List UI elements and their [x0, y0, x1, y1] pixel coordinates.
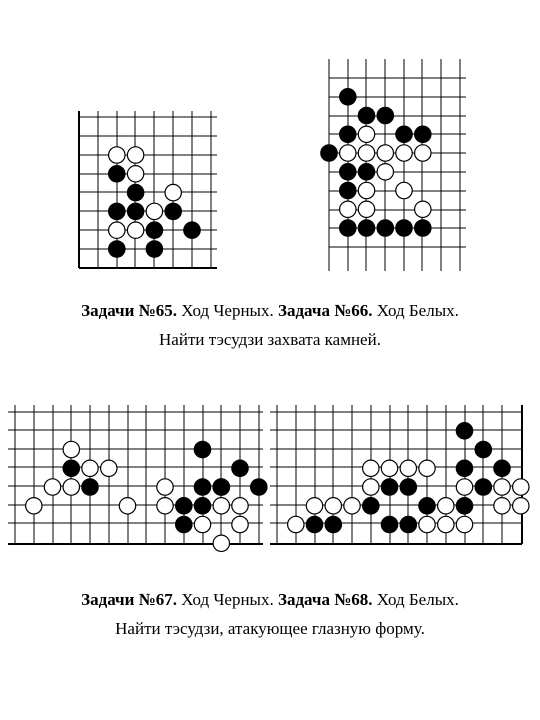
white-stone — [363, 479, 379, 495]
white-stone — [494, 479, 510, 495]
white-stone — [377, 145, 393, 161]
white-stone — [232, 498, 248, 514]
black-stone — [82, 479, 98, 495]
black-stone — [400, 479, 416, 495]
white-stone — [127, 166, 143, 182]
black-stone — [381, 479, 397, 495]
black-stone — [475, 441, 491, 457]
caption-problems-67-68 — [0, 585, 540, 643]
problem-67-label: Задачи №67. — [81, 590, 177, 609]
white-stone — [419, 460, 435, 476]
black-stone — [109, 203, 125, 219]
white-stone — [513, 498, 529, 514]
problem-65-task: Ход Черных. — [176, 301, 278, 320]
white-stone — [456, 516, 472, 532]
white-stone — [358, 126, 374, 142]
white-stone — [396, 145, 412, 161]
white-stone — [157, 479, 173, 495]
black-stone — [419, 498, 435, 514]
black-stone — [146, 222, 162, 238]
black-stone — [381, 516, 397, 532]
white-stone — [415, 201, 431, 217]
black-stone — [358, 164, 374, 180]
caption-problems-65-66 — [0, 296, 540, 354]
white-stone — [363, 460, 379, 476]
white-stone — [288, 516, 304, 532]
white-stone — [456, 479, 472, 495]
black-stone — [63, 460, 79, 476]
black-stone — [325, 516, 341, 532]
black-stone — [340, 220, 356, 236]
black-stone — [494, 460, 510, 476]
problem-68-task: Ход Белых. — [372, 590, 459, 609]
black-stone — [194, 479, 210, 495]
white-stone — [63, 479, 79, 495]
white-stone — [82, 460, 98, 476]
black-stone — [176, 516, 192, 532]
white-stone — [438, 498, 454, 514]
caption-line-2: Найти тэсудзи захвата камней. — [159, 330, 381, 349]
problem-65-label: Задачи №65. — [81, 301, 177, 320]
problem-66-label: Задача №66. — [277, 301, 373, 320]
white-stone — [213, 535, 229, 551]
white-stone — [127, 222, 143, 238]
white-stone — [340, 145, 356, 161]
go-diagram-67 — [8, 402, 270, 554]
white-stone — [340, 201, 356, 217]
black-stone — [340, 126, 356, 142]
black-stone — [358, 220, 374, 236]
go-diagram-68 — [270, 402, 532, 554]
white-stone — [415, 145, 431, 161]
white-stone — [344, 498, 360, 514]
white-stone — [157, 498, 173, 514]
black-stone — [377, 107, 393, 123]
white-stone — [44, 479, 60, 495]
black-stone — [377, 220, 393, 236]
problem-67-task: Ход Черных. — [176, 590, 278, 609]
white-stone — [306, 498, 322, 514]
black-stone — [363, 498, 379, 514]
black-stone — [251, 479, 267, 495]
white-stone — [438, 516, 454, 532]
white-stone — [127, 147, 143, 163]
black-stone — [415, 220, 431, 236]
white-stone — [109, 147, 125, 163]
black-stone — [165, 203, 181, 219]
black-stone — [213, 479, 229, 495]
white-stone — [146, 203, 162, 219]
white-stone — [119, 498, 135, 514]
white-stone — [377, 164, 393, 180]
white-stone — [358, 145, 374, 161]
white-stone — [396, 182, 412, 198]
black-stone — [340, 182, 356, 198]
black-stone — [475, 479, 491, 495]
black-stone — [146, 241, 162, 257]
black-stone — [321, 145, 337, 161]
black-stone — [127, 184, 143, 200]
black-stone — [194, 441, 210, 457]
black-stone — [176, 498, 192, 514]
black-stone — [456, 423, 472, 439]
white-stone — [232, 516, 248, 532]
white-stone — [165, 184, 181, 200]
go-diagram-65 — [70, 105, 220, 275]
stones-layer — [321, 89, 431, 237]
white-stone — [358, 201, 374, 217]
white-stone — [101, 460, 117, 476]
black-stone — [194, 498, 210, 514]
white-stone — [213, 498, 229, 514]
caption-line-1 — [0, 585, 540, 614]
problem-68-label: Задача №68. — [277, 590, 373, 609]
white-stone — [194, 516, 210, 532]
board-grid — [8, 405, 263, 544]
white-stone — [419, 516, 435, 532]
white-stone — [109, 222, 125, 238]
black-stone — [456, 460, 472, 476]
white-stone — [63, 441, 79, 457]
white-stone — [26, 498, 42, 514]
black-stone — [396, 126, 412, 142]
black-stone — [109, 166, 125, 182]
black-stone — [400, 516, 416, 532]
white-stone — [400, 460, 416, 476]
black-stone — [415, 126, 431, 142]
white-stone — [494, 498, 510, 514]
caption-line-1 — [0, 296, 540, 325]
go-diagram-66 — [318, 55, 478, 275]
white-stone — [513, 479, 529, 495]
black-stone — [184, 222, 200, 238]
black-stone — [396, 220, 412, 236]
white-stone — [358, 182, 374, 198]
caption-line-2: Найти тэсудзи, атакующее глазную форму. — [115, 619, 425, 638]
black-stone — [109, 241, 125, 257]
white-stone — [381, 460, 397, 476]
black-stone — [127, 203, 143, 219]
black-stone — [232, 460, 248, 476]
problem-66-task: Ход Белых. — [372, 301, 459, 320]
black-stone — [340, 89, 356, 105]
black-stone — [306, 516, 322, 532]
black-stone — [358, 107, 374, 123]
black-stone — [340, 164, 356, 180]
white-stone — [325, 498, 341, 514]
black-stone — [456, 498, 472, 514]
